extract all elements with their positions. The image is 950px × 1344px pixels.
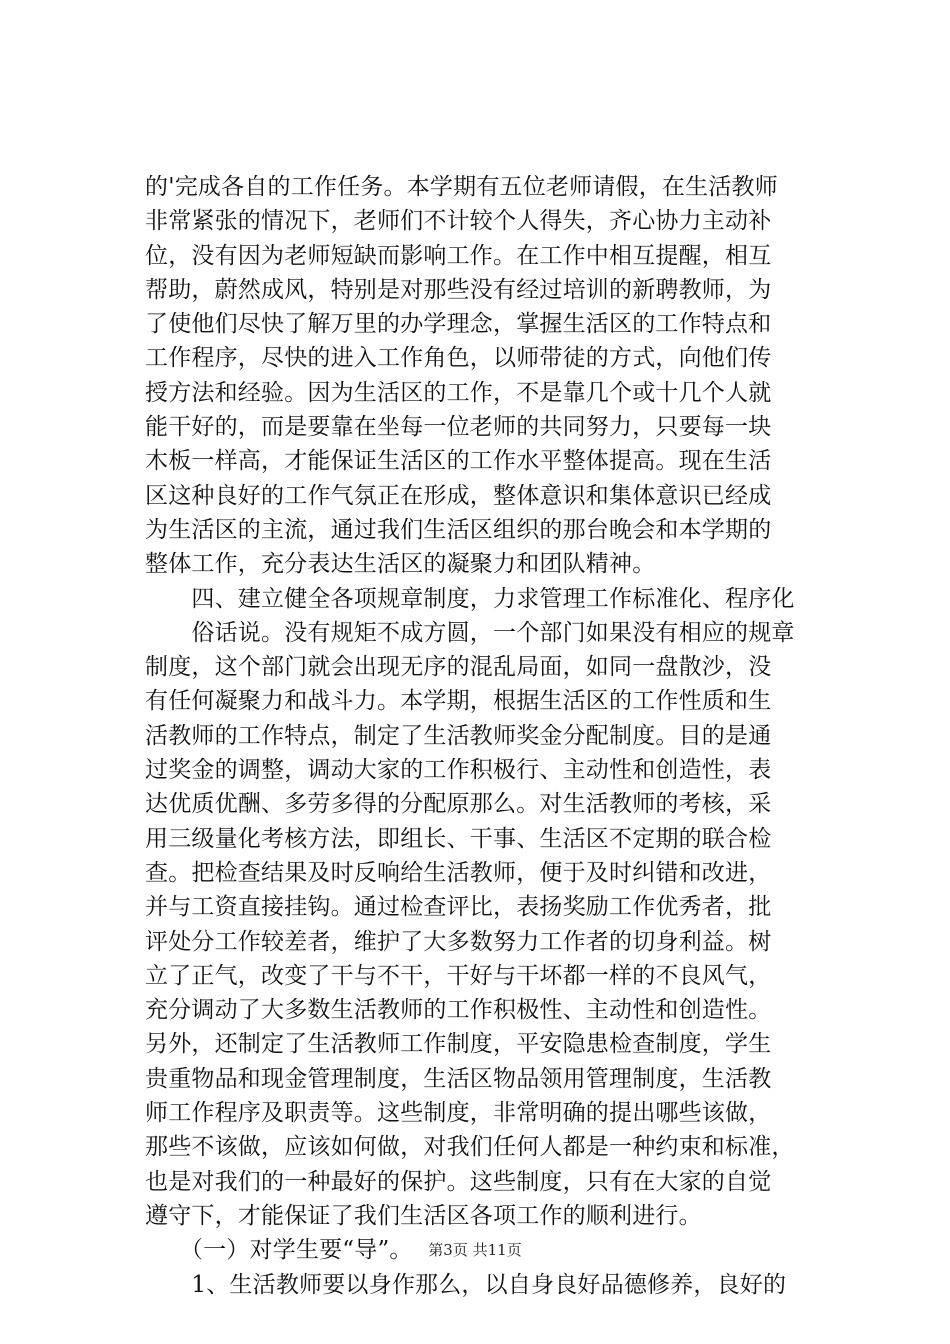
- body-text: [145, 170, 835, 1302]
- text-line: （一）对学生要“导”。: [145, 1237, 413, 1264]
- text-line: 为生活区的主流，通过我们生活区组织的那台晚会和本学期的: [145, 516, 772, 543]
- page-footer: 第3页 共11页: [428, 1241, 522, 1259]
- text-line: 制度，这个部门就会出现无序的混乱局面，如同一盘散沙，没: [145, 654, 772, 681]
- text-line: 遵守下，才能保证了我们生活区各项工作的顺利进行。: [145, 1202, 702, 1229]
- text-line: 有任何凝聚力和战斗力。本学期，根据生活区的工作性质和生: [145, 688, 772, 715]
- text-line: 另外，还制定了生活教师工作制度，平安隐患检查制度，学生: [145, 1031, 772, 1058]
- text-line: 帮助，蔚然成风，特别是对那些没有经过培训的新聘教师，为: [145, 276, 772, 303]
- text-line: 并与工资直接挂钩。通过检查评比，表扬奖励工作优秀者，批: [145, 894, 772, 921]
- text-line: 区这种良好的工作气氛正在形成，整体意识和集体意识已经成: [145, 482, 772, 509]
- text-line: 达优质优酬、多劳多得的分配原那么。对生活教师的考核，采: [145, 791, 772, 818]
- text-line: 师工作程序及职责等。这些制度，非常明确的提出哪些该做，: [145, 1100, 772, 1127]
- text-line: 那些不该做，应该如何做，对我们任何人都是一种约束和标准，: [145, 1134, 795, 1161]
- text-line: 四、建立健全各项规章制度，力求管理工作标准化、程序化: [145, 585, 795, 612]
- text-line: 非常紧张的情况下，老师们不计较个人得失，齐心协力主动补: [145, 208, 772, 235]
- text-line: 能干好的，而是要靠在坐每一位老师的共同努力，只要每一块: [145, 414, 772, 441]
- text-line: 评处分工作较差者，维护了大多数努力工作者的切身利益。树: [145, 928, 772, 955]
- text-line: 了使他们尽快了解万里的办学理念，掌握生活区的工作特点和: [145, 311, 772, 338]
- text-line: 整体工作，充分表达生活区的凝聚力和团队精神。: [145, 551, 656, 578]
- text-line: 授方法和经验。因为生活区的工作，不是靠几个或十几个人就: [145, 379, 772, 406]
- text-line: 俗话说。没有规矩不成方圆，一个部门如果没有相应的规章: [145, 619, 795, 646]
- text-line: 查。把检查结果及时反响给生活教师，便于及时纠错和改进，: [145, 859, 772, 886]
- text-line: 也是对我们的一种最好的保护。这些制度，只有在大家的自觉: [145, 1168, 772, 1195]
- text-line: 工作程序，尽快的进入工作角色，以师带徒的方式，向他们传: [145, 345, 772, 372]
- text-line: 贵重物品和现金管理制度，生活区物品领用管理制度，生活教: [145, 1065, 772, 1092]
- text-line: 立了正气，改变了干与不干，干好与干坏都一样的不良风气，: [145, 962, 772, 989]
- text-line: 过奖金的调整，调动大家的工作积极行、主动性和创造性，表: [145, 757, 772, 784]
- text-line: 活教师的工作特点，制定了生活教师奖金分配制度。目的是通: [145, 722, 772, 749]
- text-line: 1、生活教师要以身作那么，以自身良好品德修养，良好的: [145, 1271, 787, 1298]
- text-line: 木板一样高，才能保证生活区的工作水平整体提高。现在生活: [145, 448, 772, 475]
- text-line: 位，没有因为老师短缺而影响工作。在工作中相互提醒，相互: [145, 242, 772, 269]
- text-line: 充分调动了大多数生活教师的工作积极性、主动性和创造性。: [145, 997, 772, 1024]
- text-line: 的'完成各自的工作任务。本学期有五位老师请假，在生活教师: [145, 174, 778, 200]
- text-line: 用三级量化考核方法，即组长、干事、生活区不定期的联合检: [145, 825, 772, 852]
